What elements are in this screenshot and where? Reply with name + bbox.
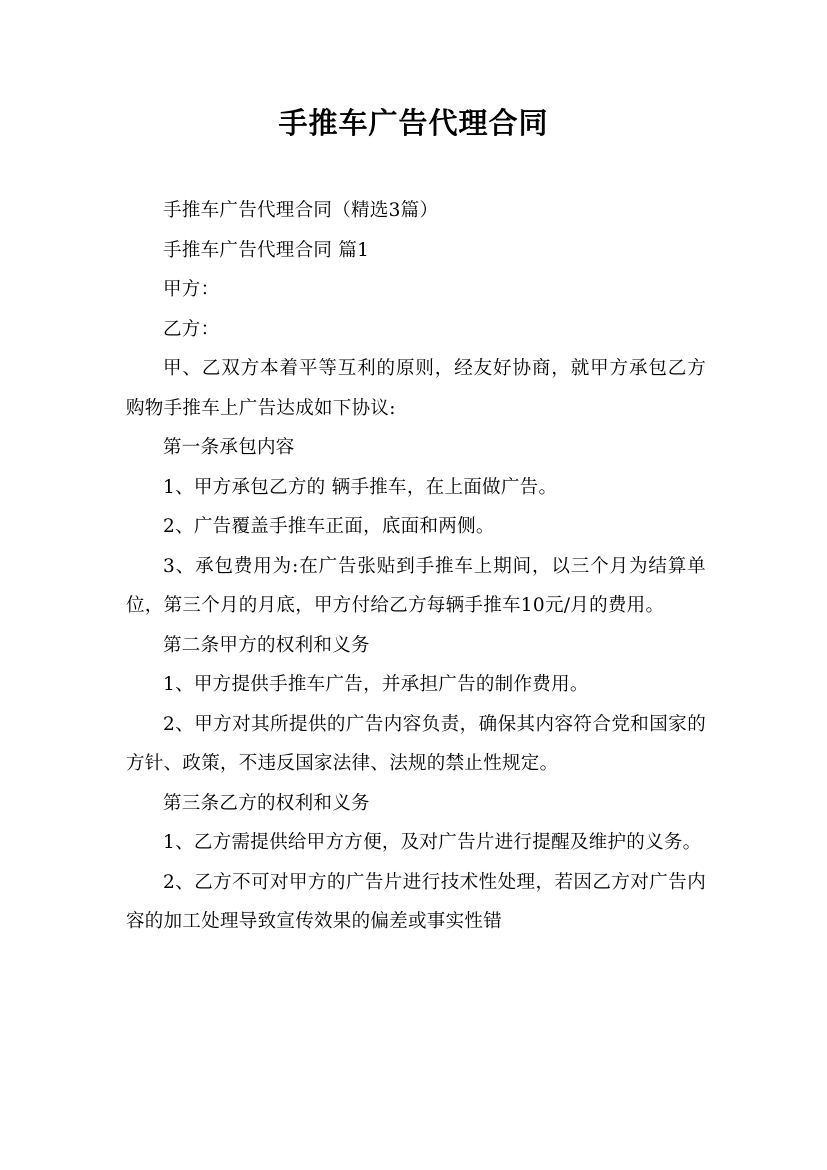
paragraph-article-3-heading: 第三条乙方的权利和义务 [163,792,370,814]
paragraph-subtitle: 手推车广告代理合同（精选3篇） [163,200,439,221]
document-body [126,191,706,942]
paragraph-article-3-item-2: 2、乙方不可对甲方的广告片进行技术性处理，若因乙方对广告内容的加工处理导致宣传效果的偏差或事实性错 [126,871,706,932]
paragraph-article-2-item-2: 2、甲方对其所提供的广告内容负责，确保其内容符合党和国家的方针、政策，不违反国家法律、法规的禁止性规定。 [126,713,706,774]
paragraph-article-2-item-1: 1、甲方提供手推车广告，并承担广告的制作费用。 [163,674,589,695]
paragraph-article-1-item-2: 2、广告覆盖手推车正面，底面和两侧。 [163,516,495,537]
paragraph-article-3-item-1: 1、乙方需提供给甲方方便，及对广告片进行提醒及维护的义务。 [163,832,702,853]
paragraph-article-1-item-1: 1、甲方承包乙方的 辆手推车，在上面做广告。 [163,476,558,498]
paragraph-section-heading: 手推车广告代理合同 篇1 [163,239,370,261]
paragraph-article-1-heading: 第一条承包内容 [163,437,295,458]
paragraph-preamble: 甲、乙双方本着平等互利的原则，经友好协商，就甲方承包乙方购物手推车上广告达成如下协议: [126,358,706,419]
paragraph-party-b: 乙方： [163,318,220,340]
paragraph-article-2-heading: 第二条甲方的权利和义务 [163,634,370,656]
paragraph-party-a: 甲方： [163,279,220,300]
document-title: 手推车广告代理合同 [278,106,549,140]
paragraph-article-1-item-3: 3、承包费用为:在广告张贴到手推车上期间，以三个月为结算单位，第三个月的月底，甲方付给乙方每辆手推车10元/月的费用。 [126,555,706,616]
